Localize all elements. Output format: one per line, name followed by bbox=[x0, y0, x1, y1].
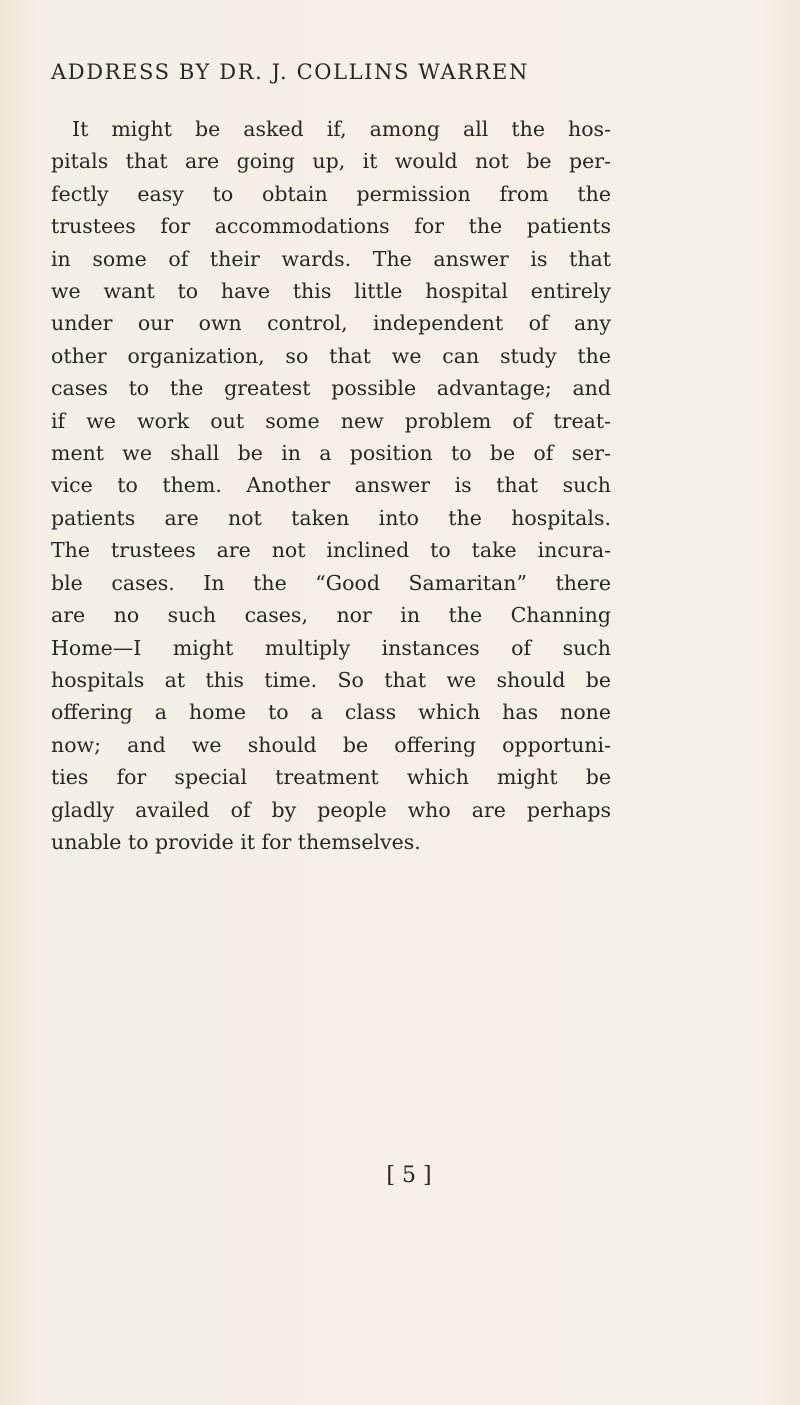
text-line: The trustees are not inclined to take incura- bbox=[51, 538, 611, 563]
text-line: are no such cases, nor in the Channing bbox=[51, 603, 611, 628]
text-line: ties for special treatment which might be bbox=[51, 765, 611, 790]
running-head: ADDRESS BY DR. J. COLLINS WARREN bbox=[51, 60, 529, 84]
text-line: gladly availed of by people who are perhaps bbox=[51, 797, 611, 822]
text-line: if we work out some new problem of treat- bbox=[51, 408, 611, 433]
text-line: ble cases. In the “Good Samaritan” there bbox=[51, 570, 611, 595]
text-line: offering a home to a class which has none bbox=[51, 700, 611, 725]
text-line: vice to them. Another answer is that such bbox=[51, 473, 611, 498]
text-line: Home—I might multiply instances of such bbox=[51, 635, 611, 660]
text-line: under our own control, independent of any bbox=[51, 311, 611, 336]
page-number: [ 5 ] bbox=[386, 1163, 432, 1188]
text-line: hospitals at this time. So that we should be bbox=[51, 667, 611, 692]
text-line: It might be asked if, among all the hos- bbox=[72, 117, 611, 141]
body-paragraph bbox=[51, 113, 611, 858]
text-line: pitals that are going up, it would not be per- bbox=[51, 149, 611, 174]
text-line: other organization, so that we can study the bbox=[51, 343, 611, 368]
text-line: patients are not taken into the hospitals. bbox=[51, 505, 611, 530]
text-line: we want to have this little hospital entirely bbox=[51, 279, 611, 304]
text-line: ment we shall be in a position to be of ser- bbox=[51, 441, 611, 466]
text-line: in some of their wards. The answer is that bbox=[51, 246, 611, 271]
text-line: fectly easy to obtain permission from the bbox=[51, 181, 611, 206]
text-line: now; and we should be offering opportuni- bbox=[51, 732, 611, 757]
text-line: cases to the greatest possible advantage; and bbox=[51, 376, 611, 401]
text-line: trustees for accommodations for the patients bbox=[51, 214, 611, 239]
text-line: unable to provide it for themselves. bbox=[51, 829, 421, 854]
